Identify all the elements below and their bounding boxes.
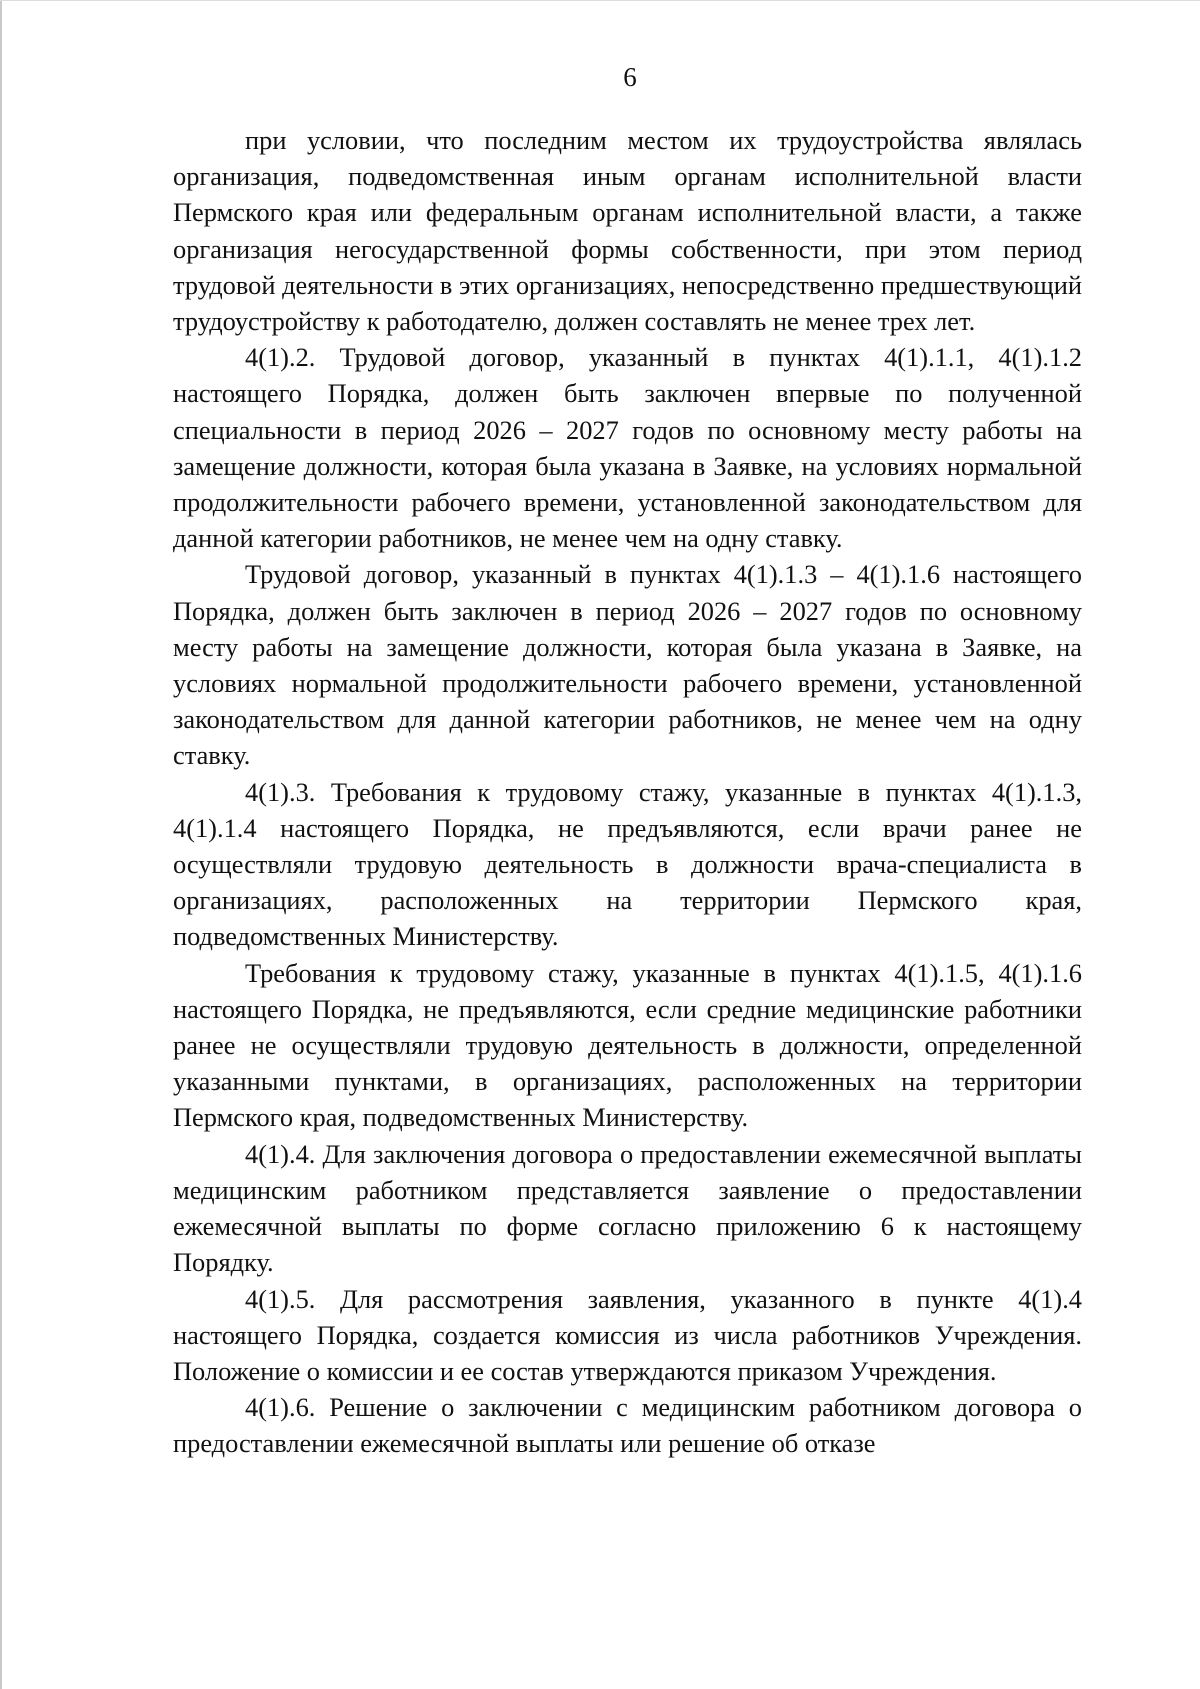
body-text — [173, 122, 1082, 1462]
paragraph-4-1-5: 4(1).5. Для рассмотрения заявления, указанного в пункте 4(1).4 настоящего Порядка, создается комиссия из числа работников Учреждения. Положение о комиссии и ее состав утверждаются приказом Учреждения. — [173, 1283, 1082, 1386]
paragraph-4-1-3: 4(1).3. Требования к трудовому стажу, указанные в пунктах 4(1).1.3, 4(1).1.4 настоящего Порядка, не предъявляются, если врачи ранее не осуществляли трудовую деятельность в должности врача-специалиста в организациях, расположенных на территории Пермского края, подведомственных Министерству. — [173, 776, 1082, 952]
paragraph-continuation: при условии, что последним местом их трудоустройства являлась организация, подведомственная иным органам исполнительной власти Пермского края или федеральным органам исполнительной власти, а также организация негосударственной формы собственности, при этом период трудовой деятельности в этих организациях, непосредственно предшествующий трудоустройству к работодателю, должен составлять не менее трех лет. — [173, 125, 1082, 337]
paragraph-4-1-6: 4(1).6. Решение о заключении с медицинским работником договора о предоставлении ежемесячной выплаты или решение об отказе — [173, 1392, 1082, 1459]
page-number: 6 — [623, 62, 637, 92]
scan-edge-top — [0, 0, 1200, 1]
paragraph-4-1-4: 4(1).4. Для заключения договора о предоставлении ежемесячной выплаты медицинским работником представляется заявление о предоставлении ежемесячной выплаты по форме согласно приложению 6 к настоящему Порядку. — [173, 1138, 1082, 1278]
paragraph-4-1-2-labor-contract: Трудовой договор, указанный в пунктах 4(1).1.3 – 4(1).1.6 настоящего Порядка, должен быть заключен в период 2026 – 2027 годов по основному месту работы на замещение должности, которая была указана в Заявке, на условиях нормальной продолжительности рабочего времени, установленной законодательством для данной категории работников, не менее чем на одну ставку. — [173, 559, 1082, 771]
paragraph-4-1-2: 4(1).2. Трудовой договор, указанный в пунктах 4(1).1.1, 4(1).1.2 настоящего Порядка, должен быть заключен впервые по полученной специальности в период 2026 – 2027 годов по основному месту работы на замещение должности, которая была указана в Заявке, на условиях нормальной продолжительности рабочего времени, установленной законодательством для данной категории работников, не менее чем на одну ставку. — [173, 342, 1082, 554]
paragraph-4-1-3-requirements: Требования к трудовому стажу, указанные в пунктах 4(1).1.5, 4(1).1.6 настоящего Порядка, не предъявляются, если средние медицинские работники ранее не осуществляли трудовую деятельность в должности, определенной указанными пунктами, в организациях, расположенных на территории Пермского края, подведомственных Министерству. — [173, 957, 1082, 1133]
scan-edge — [0, 0, 2, 1689]
